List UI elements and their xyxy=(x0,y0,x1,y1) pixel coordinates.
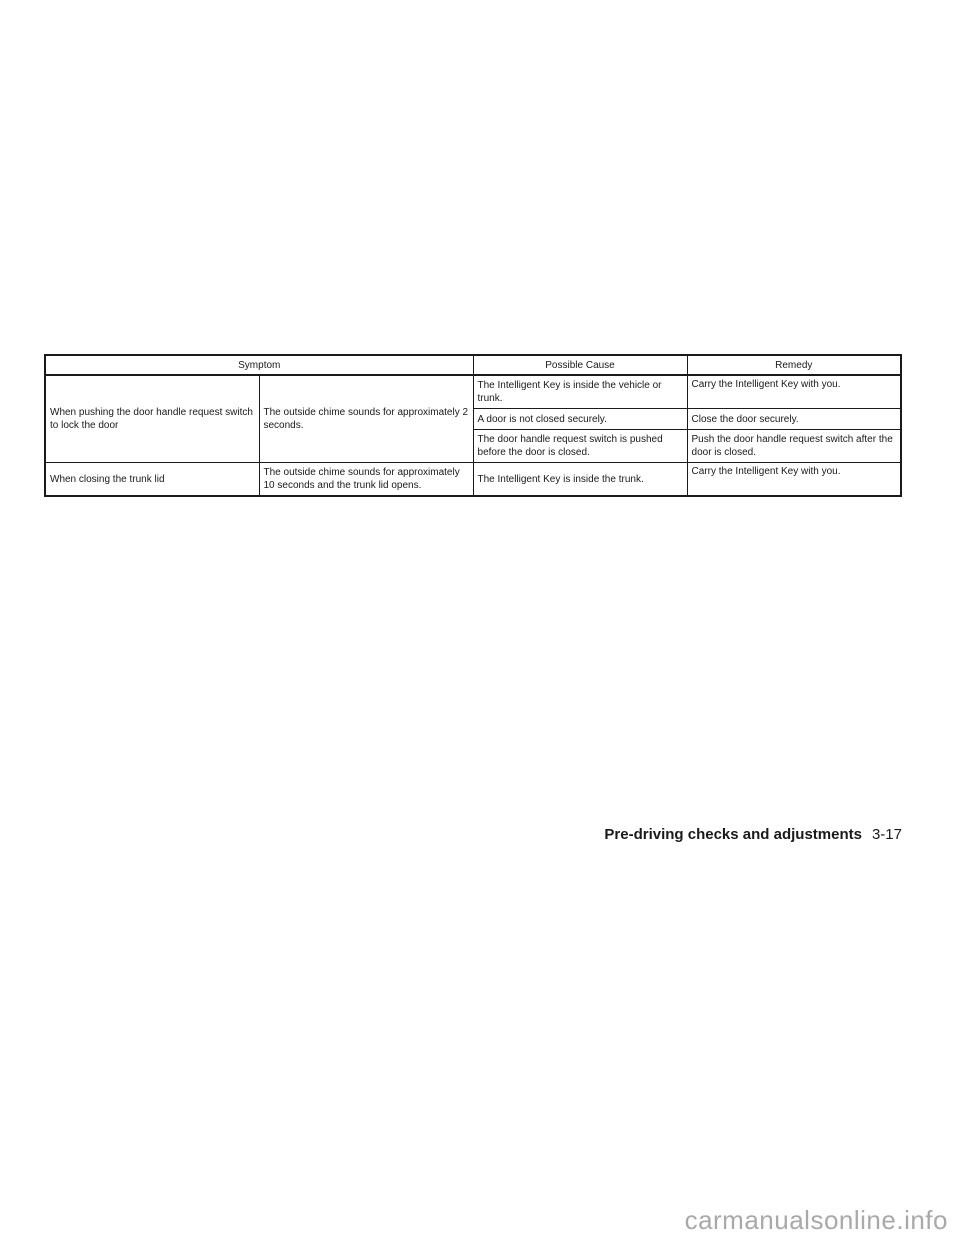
table-row xyxy=(45,463,901,497)
remedy-cell: Close the door securely. xyxy=(687,409,901,430)
header-possible-cause: Possible Cause xyxy=(473,355,687,375)
troubleshooting-table xyxy=(44,354,902,497)
page-footer xyxy=(604,826,902,844)
remedy-cell: Carry the Intelligent Key with you. xyxy=(687,463,901,497)
cause-cell: The door handle request switch is pushed before the door is closed. xyxy=(473,430,687,463)
section-title: Pre-driving checks and adjustments xyxy=(604,826,862,843)
remedy-cell: Carry the Intelligent Key with you. xyxy=(687,375,901,409)
watermark: carmanualsonline.info xyxy=(684,1205,948,1235)
table-row xyxy=(45,375,901,409)
header-remedy: Remedy xyxy=(687,355,901,375)
remedy-cell: Push the door handle request switch after the door is closed. xyxy=(687,430,901,463)
chime-cell: The outside chime sounds for approximately 2 seconds. xyxy=(259,375,473,463)
cause-cell: The Intelligent Key is inside the vehicle or trunk. xyxy=(473,375,687,409)
table-header-row xyxy=(45,355,901,375)
page-number: 3-17 xyxy=(871,826,902,843)
chime-cell: The outside chime sounds for approximately 10 seconds and the trunk lid opens. xyxy=(259,463,473,497)
symptom-cell: When closing the trunk lid xyxy=(45,463,259,497)
cause-cell: A door is not closed securely. xyxy=(473,409,687,430)
cause-cell: The Intelligent Key is inside the trunk. xyxy=(473,463,687,497)
symptom-cell: When pushing the door handle request switch to lock the door xyxy=(45,375,259,463)
header-symptom: Symptom xyxy=(45,355,473,375)
